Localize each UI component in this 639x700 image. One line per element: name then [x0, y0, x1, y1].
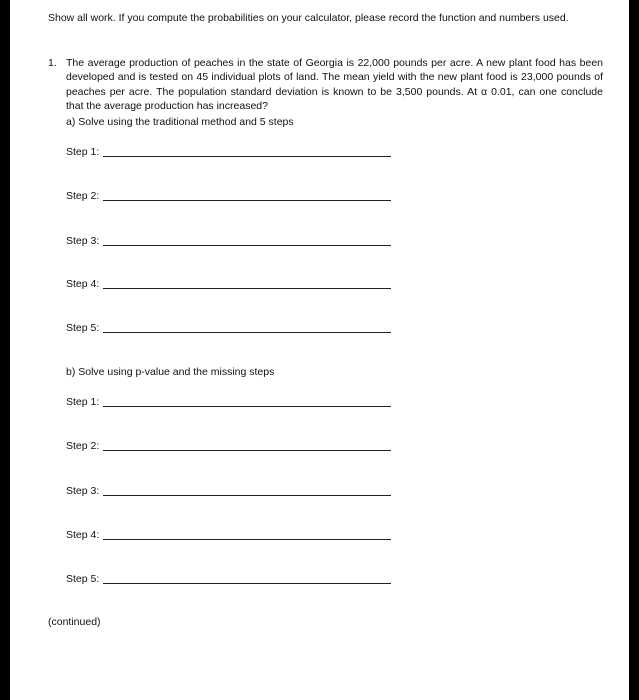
answer-line[interactable]: [103, 495, 391, 496]
answer-line[interactable]: [103, 200, 391, 201]
answer-line[interactable]: [103, 583, 391, 584]
step-label: Step 3:: [66, 485, 100, 497]
part-a-step-2: [66, 189, 391, 203]
part-a-step-3: [66, 234, 391, 248]
step-label: Step 5:: [66, 573, 100, 585]
part-b-step-4: [66, 528, 391, 542]
part-a-step-4: [66, 277, 391, 291]
part-a-step-5: [66, 321, 391, 335]
step-label: Step 2:: [66, 440, 100, 452]
part-b-step-1: [66, 395, 391, 409]
answer-line[interactable]: [103, 332, 391, 333]
answer-line[interactable]: [103, 245, 391, 246]
step-label: Step 2:: [66, 190, 100, 202]
worksheet-page: [10, 0, 629, 700]
part-b-step-5: [66, 572, 391, 586]
step-label: Step 1:: [66, 396, 100, 408]
step-label: Step 5:: [66, 322, 100, 334]
step-label: Step 4:: [66, 278, 100, 290]
step-label: Step 4:: [66, 529, 100, 541]
question-number: 1.: [48, 57, 57, 69]
answer-line[interactable]: [103, 156, 391, 157]
part-a-heading: a) Solve using the traditional method and 5 steps: [66, 116, 294, 128]
answer-line[interactable]: [103, 288, 391, 289]
part-a-step-1: [66, 145, 391, 159]
instructions: Show all work. If you compute the probabilities on your calculator, please record the function and numbers used.: [48, 12, 569, 24]
question-text: The average production of peaches in the state of Georgia is 22,000 pounds per acre. A new plant food has been developed and is tested on 45 individual plots of land. The mean yield with the new plant food is 23,000 pounds of peaches per acre. The population standard deviation is known to be 3,500 pounds. At α 0.01, can one conclude that the average production has increased?: [66, 57, 603, 112]
answer-line[interactable]: [103, 450, 391, 451]
answer-line[interactable]: [103, 406, 391, 407]
step-label: Step 3:: [66, 235, 100, 247]
part-b-step-2: [66, 439, 391, 453]
part-b-heading: b) Solve using p-value and the missing steps: [66, 366, 275, 378]
continued-note: (continued): [48, 616, 101, 628]
answer-line[interactable]: [103, 539, 391, 540]
step-label: Step 1:: [66, 146, 100, 158]
part-b-step-3: [66, 484, 391, 498]
